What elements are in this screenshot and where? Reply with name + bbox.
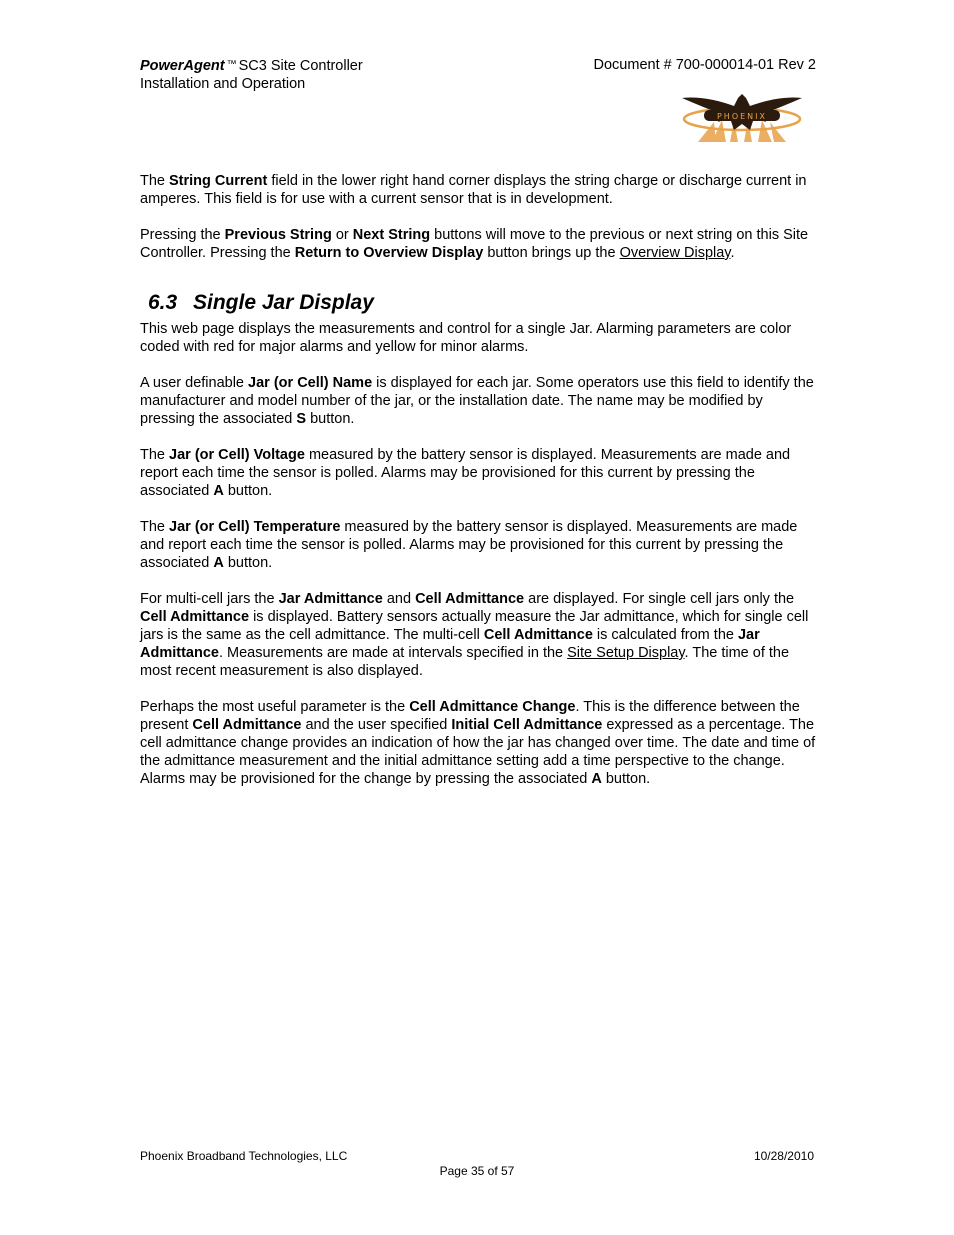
term-initial-cell-admittance: Initial Cell Admittance <box>451 717 603 733</box>
trademark-symbol: ™ <box>226 59 237 70</box>
term-cell-admittance: Cell Admittance <box>140 609 250 625</box>
header-subtitle: Installation and Operation <box>140 76 306 92</box>
link-site-setup-display[interactable]: Site Setup Display <box>567 645 685 661</box>
brand-name: PowerAgent <box>140 58 225 74</box>
header-title-line <box>140 56 363 75</box>
term-string-current: String Current <box>169 173 268 189</box>
term-return-to-overview: Return to Overview Display <box>294 245 484 261</box>
paragraph-overview: This web page displays the measurements and control for a single Jar. Alarming parameters are color coded with red for major alarms and yellow for minor alarms. <box>140 321 792 355</box>
section-title: Single Jar Display <box>193 291 374 314</box>
footer-company: Phoenix Broadband Technologies, LLC <box>140 1149 348 1163</box>
section-number: 6.3 <box>148 291 178 314</box>
term-a-button: A <box>213 483 224 499</box>
header-left <box>140 56 363 93</box>
term-jar-voltage: Jar (or Cell) Voltage <box>169 447 305 463</box>
page-content <box>140 172 816 806</box>
product-name: SC3 Site Controller <box>238 58 363 74</box>
section-heading <box>148 290 816 316</box>
paragraph-string-navigation: Pressing the Previous String or Next String buttons will move to the previous or next string on this Site Controller. Pressing the Return to Overview Display button brings up the Overview Display. <box>140 227 809 261</box>
logo-text: PHOENIX <box>716 112 768 121</box>
term-a-button: A <box>213 555 224 571</box>
term-jar-admittance: Jar Admittance <box>140 627 760 661</box>
paragraph-jar-voltage: The Jar (or Cell) Voltage measured by the battery sensor is displayed. Measurements are made and report each time the sensor is polled. Alarms may be provisioned for this current by pressing the associated A button. <box>140 447 791 499</box>
phoenix-logo <box>678 90 806 142</box>
paragraph-jar-name: A user definable Jar (or Cell) Name is displayed for each jar. Some operators use this field to identify the manufacturer and model number of the jar, or the installation date. The name may be modified by pressing the associated S button. <box>140 375 814 427</box>
term-jar-temperature: Jar (or Cell) Temperature <box>169 519 341 535</box>
link-overview-display[interactable]: Overview Display <box>619 245 731 261</box>
term-cell-admittance: Cell Admittance <box>415 591 525 607</box>
paragraph-admittance: For multi-cell jars the Jar Admittance and Cell Admittance are displayed. For single cell jars only the Cell Admittance is displayed. Battery sensors actually measure the Jar admittance, which for single cell jars is the same as the cell admittance. The multi-cell Cell Admittance is calculated from the Jar Admittance. Measurements are made at intervals specified in the Site Setup Display. The time of the most recent measurement is also displayed. <box>140 591 809 679</box>
paragraph-admittance-change: Perhaps the most useful parameter is the Cell Admittance Change. This is the difference between the present Cell Admittance and the user specified Initial Cell Admittance expressed as a percentage. The cell admittance change provides an indication of how the jar has changed over time. The date and time of the admittance measurement and the initial admittance setting add a time perspective to the change. Alarms may be provisioned for the change by pressing the associated A button. <box>140 699 816 787</box>
term-cell-admittance: Cell Admittance <box>192 717 302 733</box>
paragraph-string-current: The String Current field in the lower right hand corner displays the string charge or discharge current in amperes. This field is for use with a current sensor that is in development. <box>140 173 807 207</box>
term-cell-admittance: Cell Admittance <box>483 627 593 643</box>
paragraph-jar-temperature: The Jar (or Cell) Temperature measured by the battery sensor is displayed. Measurements are made and report each time the sensor is polled. Alarms may be provisioned for this current by pressing the associated A button. <box>140 519 798 571</box>
term-previous-string: Previous String <box>224 227 332 243</box>
term-s-button: S <box>296 411 307 427</box>
term-jar-admittance: Jar Admittance <box>278 591 383 607</box>
term-jar-name: Jar (or Cell) Name <box>248 375 373 391</box>
document-number: Document # 700-000014-01 Rev 2 <box>593 57 816 73</box>
term-cell-admittance-change: Cell Admittance Change <box>409 699 576 715</box>
footer-date: 10/28/2010 <box>753 1149 814 1163</box>
term-next-string: Next String <box>352 227 431 243</box>
page-number: Page 35 of 57 <box>439 1164 515 1178</box>
term-a-button: A <box>591 771 602 787</box>
